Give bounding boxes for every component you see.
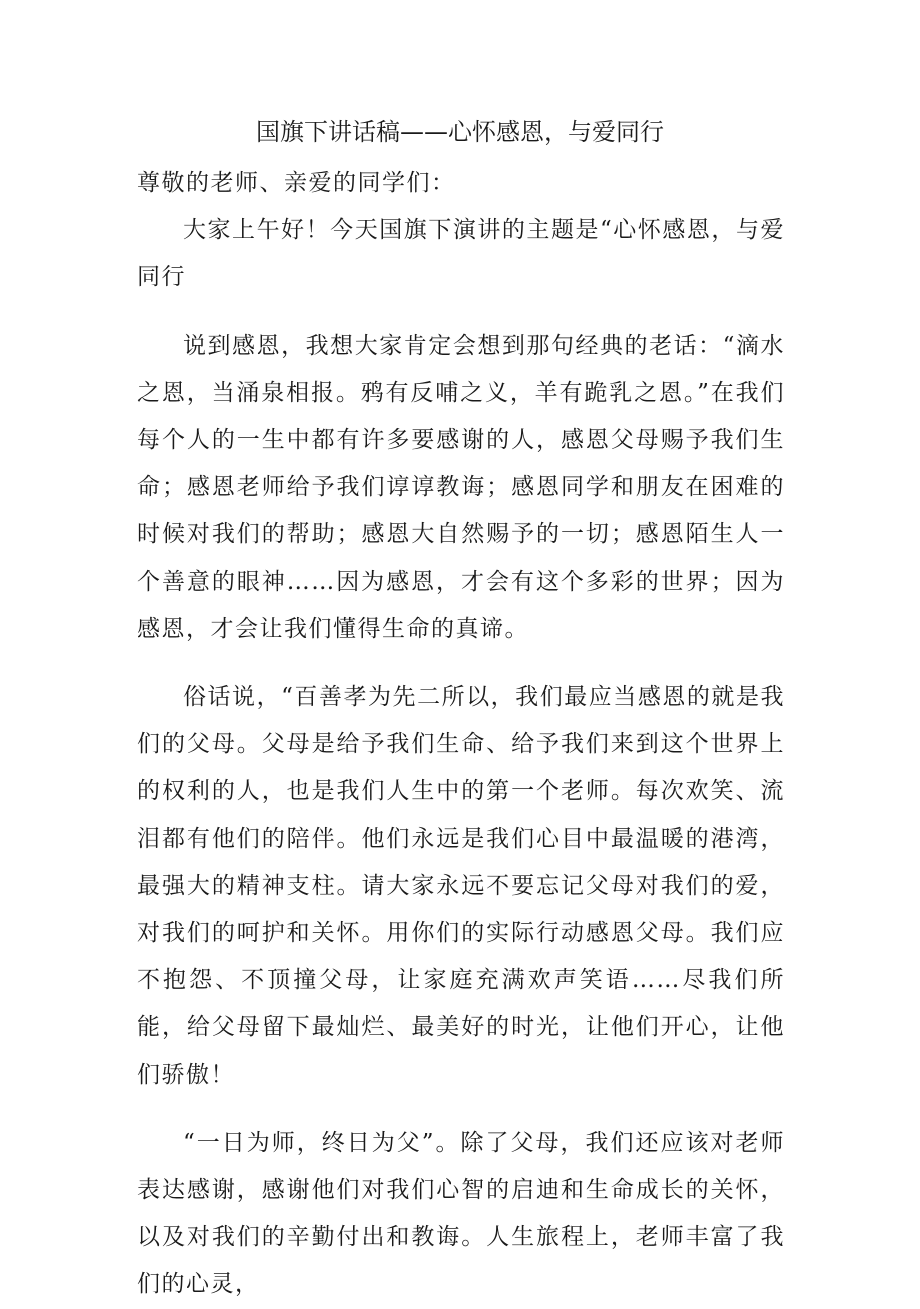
- document-title: 国旗下讲话稿——心怀感恩，与爱同行: [256, 118, 664, 146]
- paragraph-teachers: “一日为师，终日为父”。除了父母，我们还应该对老师表达感谢，感谢他们对我们心智的启迪和生命成长的关怀，以及对我们的辛勤付出和教诲。人生旅程上，老师丰富了我们的心灵，: [137, 1129, 785, 1298]
- salutation: 尊敬的老师、亲爱的同学们：: [137, 170, 456, 196]
- paragraph-gratitude-intro: 说到感恩，我想大家肯定会想到那句经典的老话：“滴水之恩，当涌泉相报。鸦有反哺之义，羊有跪乳之恩。”在我们每个人的一生中都有许多要感谢的人，感恩父母赐予我们生命；感恩老师给予我们谆谆教诲；感恩同学和朋友在困难的时候对我们的帮助；感恩大自然赐予的一切；感恩陌生人一个善意的眼神……因为感恩，才会有这个多彩的世界；因为感恩，才会让我们懂得生命的真谛。: [137, 332, 785, 642]
- document-body: [137, 160, 785, 1309]
- paragraph-greeting: 大家上午好！今天国旗下演讲的主题是“心怀感恩，与爱同行: [137, 217, 785, 291]
- paragraph-parents: 俗话说，“百善孝为先二所以，我们最应当感恩的就是我们的父母。父母是给予我们生命、给予我们来到这个世界上的权利的人，也是我们人生中的第一个老师。每次欢笑、流泪都有他们的陪伴。他们永远是我们心目中最温暖的港湾，最强大的精神支柱。请大家永远不要忘记父母对我们的爱，对我们的呵护和关怀。用你们的实际行动感恩父母。我们应不抱怨、不顶撞父母，让家庭充满欢声笑语……尽我们所能，给父母留下最灿烂、最美好的时光，让他们开心，让他们骄傲！: [137, 684, 785, 1088]
